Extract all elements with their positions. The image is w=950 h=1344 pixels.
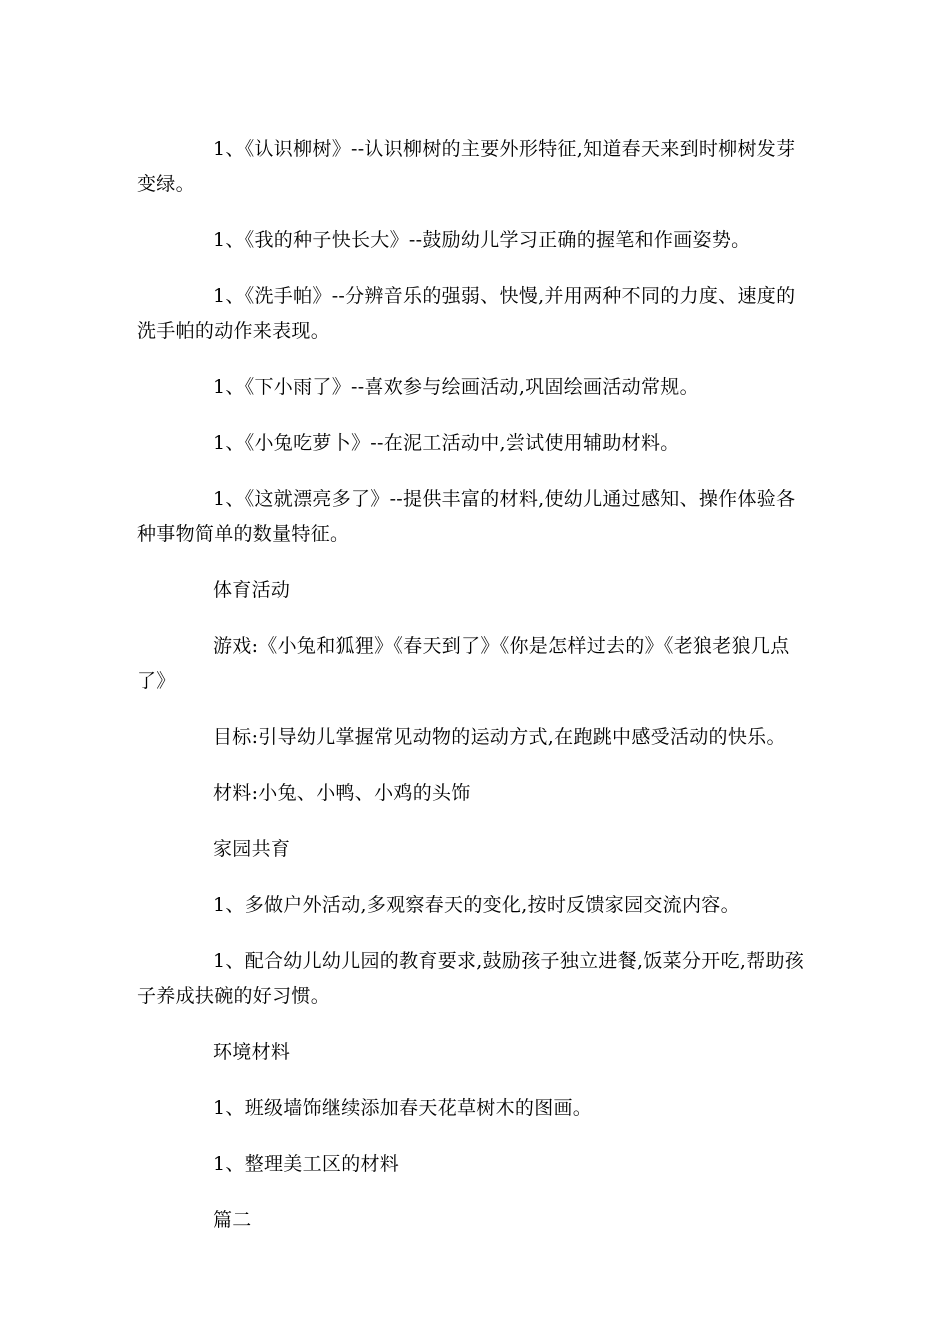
paragraph-seeds: 1、《我的种子快长大》--鼓励幼儿学习正确的握笔和作画姿势。 — [213, 229, 751, 251]
paragraph-games: 游戏:《小兔和狐狸》《春天到了》《你是怎样过去的》《老狼老狼几点了》 — [137, 635, 790, 692]
heading-environment: 环境材料 — [213, 1041, 291, 1063]
paragraph-willow: 1、《认识柳树》--认识柳树的主要外形特征,知道春天来到时柳树发芽变绿。 — [137, 138, 796, 195]
paragraph-art-area: 1、整理美工区的材料 — [213, 1153, 400, 1175]
paragraph-goal: 目标:引导幼儿掌握常见动物的运动方式,在跑跳中感受活动的快乐。 — [213, 726, 786, 748]
paragraph-handkerchief: 1、《洗手帕》--分辨音乐的强弱、快慢,并用两种不同的力度、速度的洗手帕的动作来表现。 — [137, 285, 796, 342]
paragraph-wall-decor: 1、班级墙饰继续添加春天花草树木的图画。 — [213, 1097, 593, 1119]
paragraph-eating: 1、配合幼儿幼儿园的教育要求,鼓励孩子独立进餐,饭菜分开吃,帮助孩子养成扶碗的好习惯。 — [137, 950, 805, 1007]
paragraph-materials: 材料:小兔、小鸭、小鸡的头饰 — [213, 782, 471, 804]
heading-sports: 体育活动 — [213, 579, 291, 601]
paragraph-rabbit-carrot: 1、《小兔吃萝卜》--在泥工活动中,尝试使用辅助材料。 — [213, 432, 680, 454]
paragraph-prettier: 1、《这就漂亮多了》--提供丰富的材料,使幼儿通过感知、操作体验各种事物简单的数量特征。 — [137, 488, 796, 545]
paragraph-outdoor: 1、多做户外活动,多观察春天的变化,按时反馈家园交流内容。 — [213, 894, 740, 916]
heading-part-two: 篇二 — [213, 1209, 252, 1231]
paragraph-rain: 1、《下小雨了》--喜欢参与绘画活动,巩固绘画活动常规。 — [213, 376, 699, 398]
document-body — [137, 132, 813, 1259]
heading-home-school: 家园共育 — [213, 838, 291, 860]
